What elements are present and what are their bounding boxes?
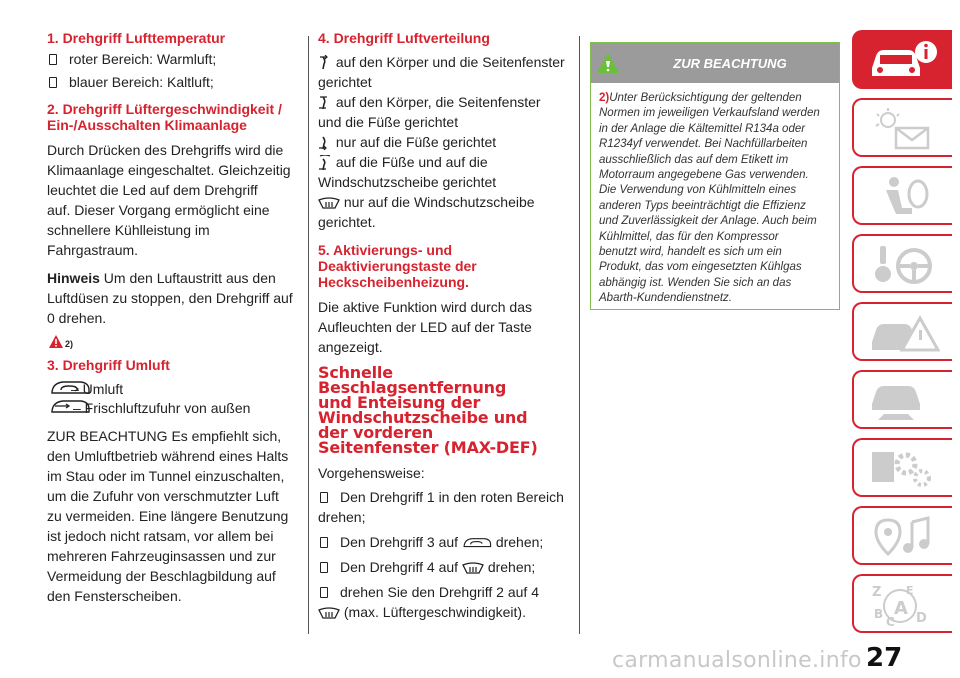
recirculation-legend: – Umluft – Frischluftzufuhr von außen	[47, 379, 297, 419]
distribution-feet-windscreen: auf die Füße und auf die Windschutzscheibe gerichtet	[318, 154, 497, 190]
paragraph-ac-switch: Durch Drücken des Drehgriffs wird die Klimaanlage eingeschaltet. Gleichzeitig leuchtet die Led auf dem Drehgriff auf. Dieser Vorgang ermöglicht eine schnellere Kühlleistung im Fahrgastraum.	[47, 142, 291, 258]
svg-text:A: A	[894, 598, 908, 619]
alphabet-index-icon	[868, 582, 940, 628]
tab-index[interactable]	[852, 574, 952, 633]
step-3: Den Drehgriff 4 auf drehen;	[318, 557, 570, 577]
paragraph-led: Die aktive Funktion wird durch das Aufleuchten der LED auf der Taste angezeigt.	[318, 299, 532, 355]
step-2: Den Drehgriff 3 auf drehen;	[318, 532, 570, 552]
car-warning-triangle-icon	[868, 310, 940, 356]
svg-text:B: B	[874, 607, 884, 621]
nav-music-icon	[868, 514, 940, 560]
windscreen-defrost-icon	[318, 197, 340, 209]
windscreen-defrost-icon	[462, 562, 484, 574]
gears-icon	[868, 446, 940, 492]
column-middle	[318, 30, 570, 622]
svg-text:Z: Z	[872, 585, 882, 600]
procedure-label: Vorgehensweise:	[318, 465, 425, 481]
distribution-feet: nur auf die Füße gerichtet	[318, 132, 570, 152]
distribution-body-feet: auf den Körper, die Seitenfenster und die Füße gerichtet	[318, 94, 541, 130]
heading-fan-speed: 2. Drehgriff Lüftergeschwindigkeit / Ein-/Ausschalten Klimaanlage	[47, 101, 282, 133]
tab-technical-data[interactable]	[852, 438, 952, 497]
heading-temperature: 1. Drehgriff Lufttemperatur	[47, 30, 226, 46]
distribution-body-side: auf den Körper und die Seitenfenster gerichtet	[318, 54, 565, 90]
note-header	[591, 43, 839, 83]
air-to-body-feet-icon	[318, 95, 332, 111]
heading-max-def: Schnelle Beschlagsentfernung und Enteisung der Windschutzscheibe und der vorderen Seitenfenster (MAX-DEF)	[318, 363, 538, 457]
tab-lights-messages[interactable]	[852, 98, 952, 157]
air-to-body-icon	[318, 55, 332, 71]
column-left	[47, 30, 297, 606]
tab-emergency[interactable]	[852, 302, 952, 361]
air-to-feet-icon	[318, 135, 332, 151]
warning-note-box	[590, 42, 840, 310]
distribution-windscreen: nur auf die Windschutzscheibe gerichtet.	[318, 194, 535, 230]
heading-recirculation: 3. Drehgriff Umluft	[47, 357, 170, 373]
distribution-list	[318, 52, 570, 232]
bullet-cold: blauer Bereich: Kaltluft;	[47, 72, 297, 92]
svg-text:E: E	[906, 584, 914, 597]
airbag-seat-icon	[868, 174, 940, 220]
warning-reference	[47, 332, 297, 354]
paragraph-hint: Hinweis Um den Luftaustritt aus den Luftdüsen zu stoppen, den Drehgriff auf 0 drehen.	[47, 270, 293, 326]
heading-distribution: 4. Drehgriff Luftverteilung	[318, 30, 490, 46]
hint-label: Hinweis	[47, 270, 100, 286]
lights-envelope-icon	[868, 106, 940, 152]
svg-text:D: D	[916, 611, 927, 626]
column-divider	[308, 36, 309, 634]
heading-rear-defrost: 5. Aktivierungs- und Deaktivierungstaste der Heckscheibenheizung.	[318, 242, 477, 290]
reference-number: 2)	[65, 339, 74, 349]
car-info-icon	[868, 38, 940, 82]
car-jack-icon	[868, 378, 940, 424]
tab-multimedia[interactable]	[852, 506, 952, 565]
windscreen-defrost-icon	[318, 607, 340, 619]
warning-triangle-icon	[49, 335, 63, 348]
column-divider	[579, 36, 580, 634]
air-to-feet-windscreen-icon	[318, 155, 332, 171]
tab-safety[interactable]	[852, 166, 952, 225]
tab-maintenance[interactable]	[852, 370, 952, 429]
paragraph-recirculation-note: ZUR BEACHTUNG Es empfiehlt sich, den Umluftbetrieb während eines Halts im Stau oder im Tunnel einzuschalten, um die Zufuhr von verschmutzter Luft zu vermeiden. Eine längere Benutzung ist jedoch nicht ratsam, vor allem bei mehreren Fahrzeuginsassen und zur Vermeidung der Beschlagbildung auf den Fensterscheiben.	[47, 428, 289, 604]
tab-starting-driving[interactable]	[852, 234, 952, 293]
bullet-warm: roter Bereich: Warmluft;	[47, 49, 297, 69]
recirculation-icon	[462, 536, 492, 550]
key-steering-wheel-icon	[868, 242, 940, 288]
note-text: 2)Unter Berücksichtigung der geltenden Normen im jeweiligen Verkaufsland werden in der Anlage die Kältemittel R134a oder R1234yf verwendet. Bei Nachfüllarbeiten ausschließlich das auf dem Etikett im Motorraum angegebene Gas verwenden. Die Verwendung von Kühlmitteln eines anderen Typs beeinträchtigt die Effizienz und Zuverlässigkeit der Anlage. Auch beim Kühlmittel, das für den Kompressor benutzt wird, handelt es sich um ein Produkt, das vom eingesetzten Kühlgas abhängig ist. Wenden Sie sich an das Abarth-Kundendienstnetz.	[599, 92, 820, 305]
note-title: ZUR BEACHTUNG	[673, 56, 787, 71]
step-4: drehen Sie den Drehgriff 2 auf 4 (max. Lüftergeschwindigkeit).	[318, 582, 570, 622]
watermark: carmanualsonline.info	[612, 648, 862, 673]
step-1: Den Drehgriff 1 in den roten Bereich drehen;	[318, 489, 564, 525]
chapter-tabs	[852, 30, 952, 642]
svg-text:C: C	[886, 615, 895, 628]
page-number: 27	[866, 643, 903, 673]
tab-car-info[interactable]	[852, 30, 952, 89]
